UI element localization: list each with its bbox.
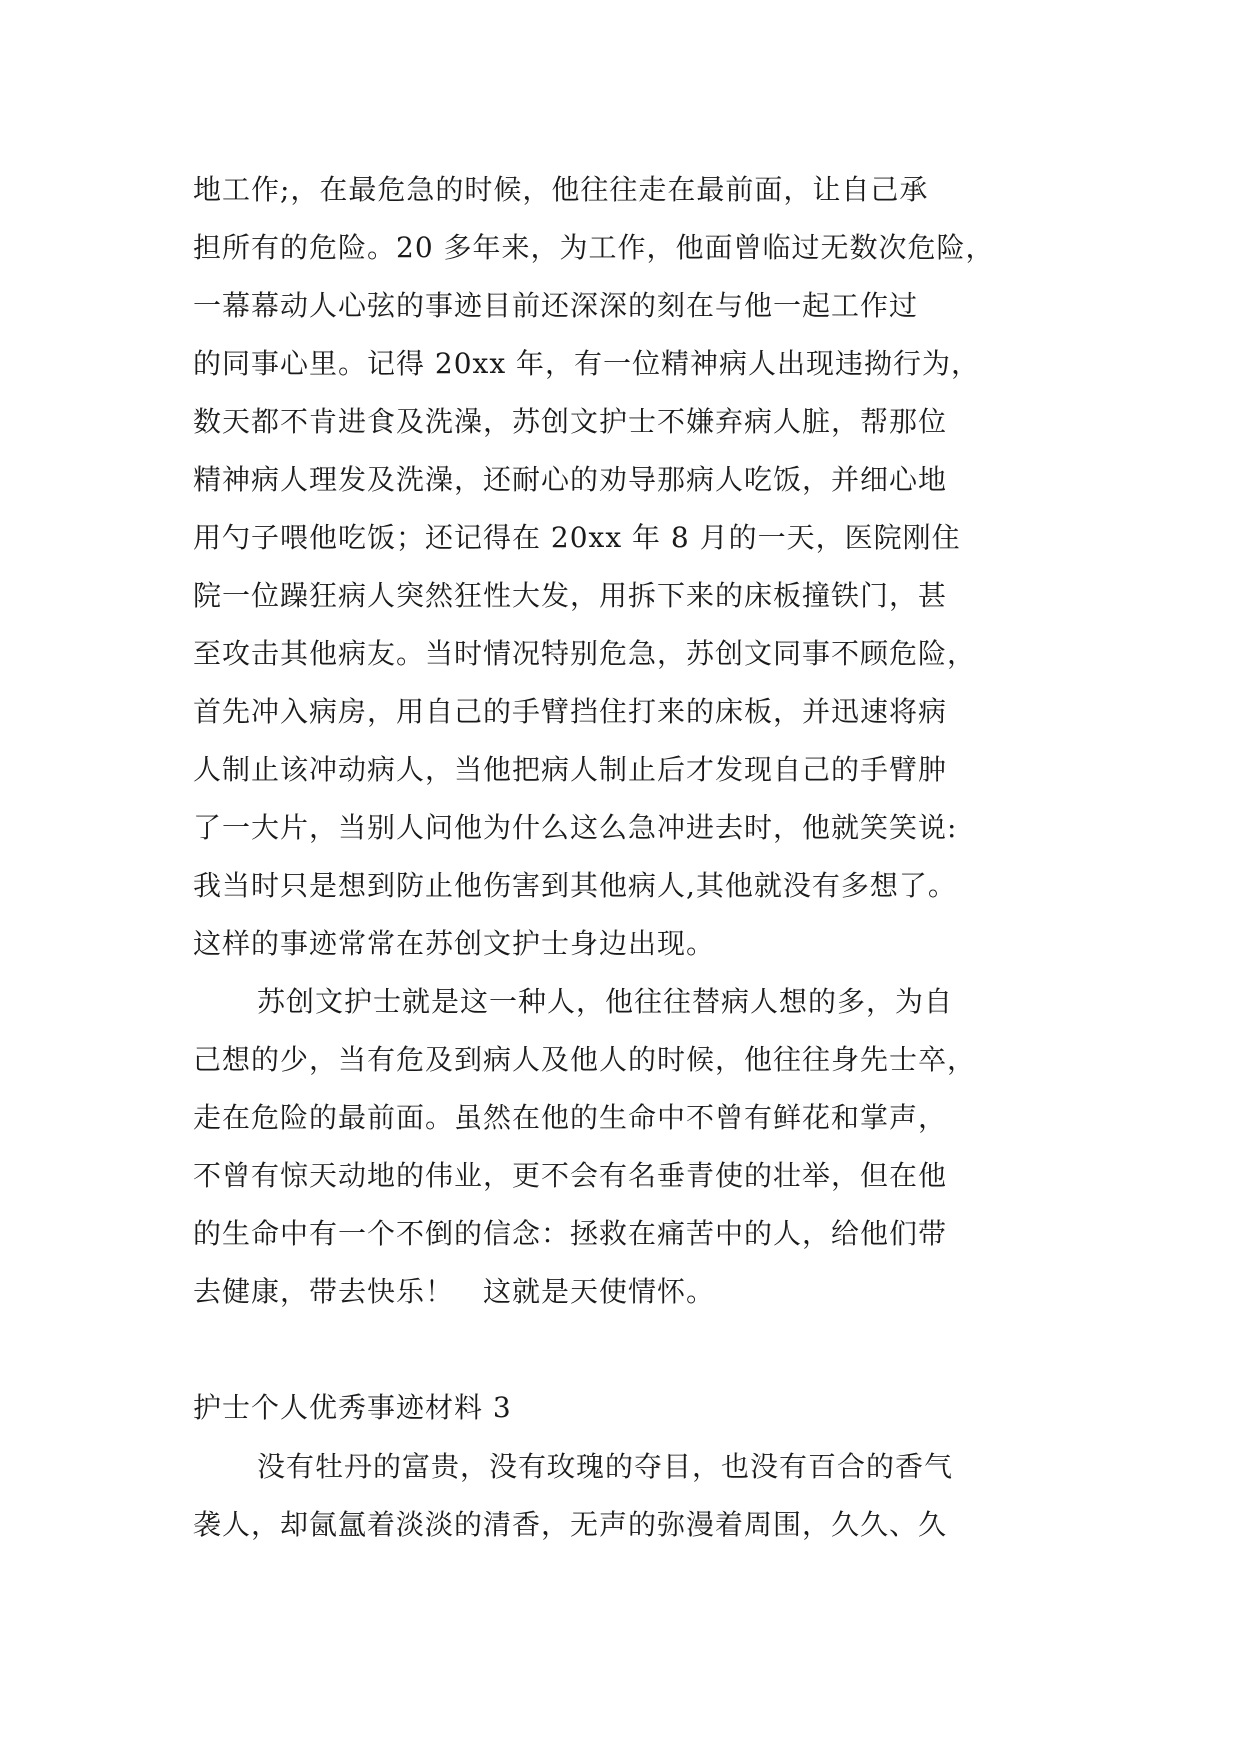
paragraph-1-line: 精神病人理发及洗澡，还耐心的劝导那病人吃饭，并细心地 — [193, 463, 948, 496]
paragraph-2-line: 己想的少，当有危及到病人及他人的时候，他往往身先士卒， — [193, 1043, 977, 1076]
paragraph-3-line: 袭人，却氤氲着淡淡的清香，无声的弥漫着周围，久久、久 — [193, 1508, 948, 1541]
paragraph-1-line: 这样的事迹常常在苏创文护士身边出现。 — [193, 927, 716, 960]
paragraph-1-line: 首先冲入病房，用自己的手臂挡住打来的床板，并迅速将病 — [193, 695, 948, 728]
paragraph-1-line: 地工作;，在最危急的时候，他往往走在最前面，让自己承 — [193, 173, 929, 206]
paragraph-1-line: 数天都不肯进食及洗澡，苏创文护士不嫌弃病人脏，帮那位 — [193, 405, 948, 438]
paragraph-2-line: 去健康，带去快乐！ 这就是天使情怀。 — [193, 1275, 716, 1308]
paragraph-1-line: 担所有的危险。20 多年来，为工作，他面曾临过无数次危险， — [193, 231, 995, 264]
section-title: 护士个人优秀事迹材料 3 — [193, 1391, 512, 1424]
paragraph-1-line: 人制止该冲动病人，当他把病人制止后才发现自己的手臂肿 — [193, 753, 948, 786]
paragraph-2-line: 的生命中有一个不倒的信念：拯救在痛苦中的人，给他们带 — [193, 1217, 948, 1250]
paragraph-1-line: 用勺子喂他吃饭；还记得在 20xx 年 8 月的一天，医院刚住 — [193, 521, 961, 554]
paragraph-1-line: 了一大片，当别人问他为什么这么急冲进去时，他就笑笑说: — [193, 811, 958, 844]
paragraph-3-line: 没有牡丹的富贵，没有玫瑰的夺目，也没有百合的香气 — [257, 1450, 954, 1483]
paragraph-2-line: 走在危险的最前面。虽然在他的生命中不曾有鲜花和掌声， — [193, 1101, 948, 1134]
paragraph-1-line: 一幕幕动人心弦的事迹目前还深深的刻在与他一起工作过 — [193, 289, 919, 322]
paragraph-1-line: 的同事心里。记得 20xx 年，有一位精神病人出现违拗行为， — [193, 347, 981, 380]
paragraph-1-line: 至攻击其他病友。当时情况特别危急，苏创文同事不顾危险， — [193, 637, 977, 670]
paragraph-2-line: 不曾有惊天动地的伟业，更不会有名垂青使的壮举，但在他 — [193, 1159, 948, 1192]
paragraph-2-line: 苏创文护士就是这一种人，他往往替病人想的多，为自 — [257, 985, 954, 1018]
paragraph-1-line: 我当时只是想到防止他伤害到其他病人,其他就没有多想了。 — [193, 869, 957, 902]
paragraph-1-line: 院一位躁狂病人突然狂性大发，用拆下来的床板撞铁门，甚 — [193, 579, 948, 612]
